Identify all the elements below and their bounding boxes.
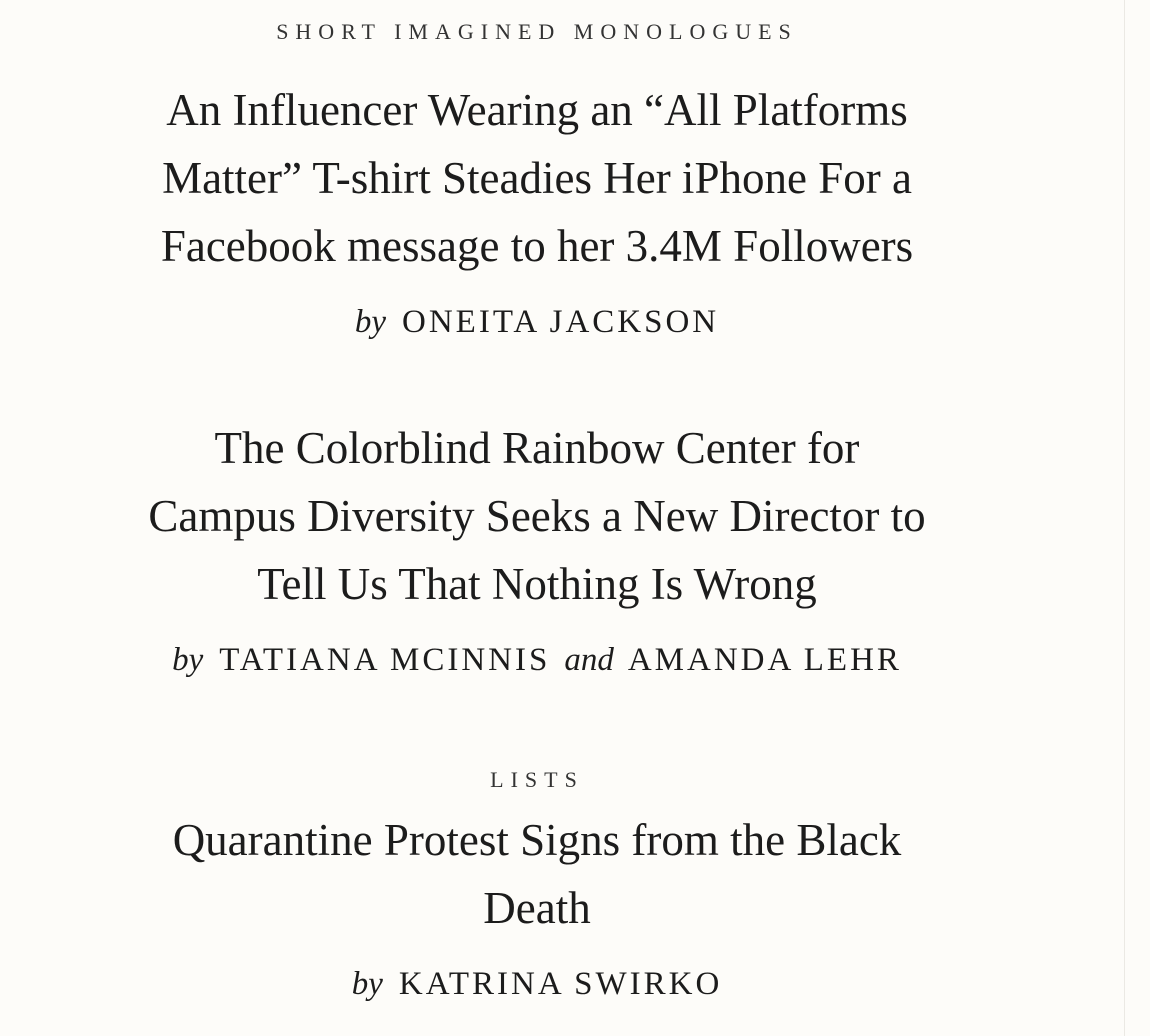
title-line: Tell Us That Nothing Is Wrong bbox=[257, 559, 817, 609]
section-label[interactable]: SHORT IMAGINED MONOLOGUES bbox=[276, 19, 798, 44]
author-link[interactable]: AMANDA LEHR bbox=[627, 642, 902, 678]
article-item bbox=[0, 18, 1074, 342]
byline-by: by bbox=[354, 304, 387, 340]
title-line: Quarantine Protest Signs from the Black bbox=[172, 815, 902, 865]
author-link[interactable]: ONEITA JACKSON bbox=[402, 304, 720, 340]
byline-by: by bbox=[172, 642, 204, 678]
section-label[interactable]: LISTS bbox=[490, 767, 584, 792]
article-title[interactable] bbox=[0, 806, 1074, 942]
title-line: An Influencer Wearing an “All Platforms bbox=[166, 85, 908, 135]
byline bbox=[0, 302, 1074, 342]
article-title[interactable] bbox=[0, 414, 1074, 618]
article-title[interactable] bbox=[0, 76, 1074, 280]
title-line: Campus Diversity Seeks a New Director to bbox=[148, 491, 926, 541]
author-link[interactable]: TATIANA MCINNIS bbox=[219, 642, 551, 678]
title-line: Death bbox=[483, 883, 591, 933]
page-edge-divider bbox=[1124, 0, 1125, 1036]
author-link[interactable]: KATRINA SWIRKO bbox=[398, 966, 723, 1002]
title-line: The Colorblind Rainbow Center for bbox=[214, 423, 860, 473]
byline-by: by bbox=[351, 966, 383, 1002]
byline bbox=[0, 640, 1074, 680]
article-item bbox=[0, 414, 1074, 680]
title-line: Facebook message to her 3.4M Followers bbox=[160, 221, 914, 271]
byline bbox=[0, 964, 1074, 1004]
article-item bbox=[0, 766, 1074, 1004]
byline-and: and bbox=[564, 642, 614, 678]
title-line: Matter” T-shirt Steadies Her iPhone For a bbox=[162, 153, 912, 203]
